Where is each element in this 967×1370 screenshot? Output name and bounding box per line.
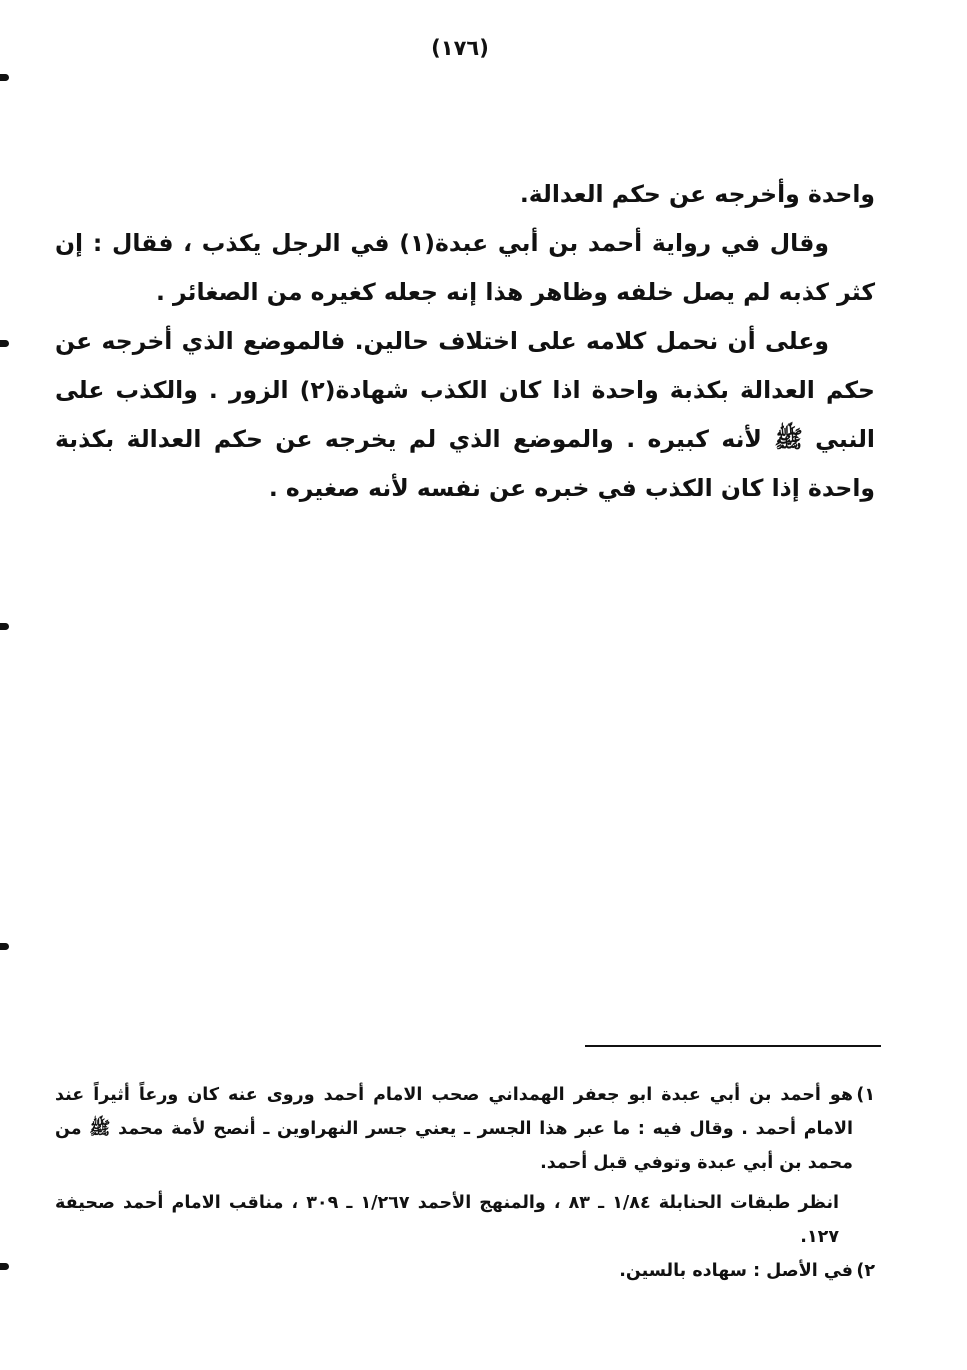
page-number: (١٧٦)	[431, 36, 489, 60]
footnote-1	[55, 1078, 875, 1254]
paragraph-3: وعلى أن نحمل كلامه على اختلاف حالين. فالموضع الذي أخرجه عن حكم العدالة بكذبة واحدة اذا كان الكذب شهادة(٢) الزور . والكذب على النبي ﷺ لأنه كبيره . والموضع الذي لم يخرجه عن حكم العدالة بكذبة واحدة إذا كان الكذب في خبره عن نفسه لأنه صغيره .	[55, 327, 875, 502]
footnotes	[55, 1078, 875, 1288]
footnote-2-text: في الأصل : سهاده بالسين.	[619, 1261, 853, 1281]
scan-edge-mark	[0, 623, 9, 630]
scan-edge-mark	[0, 1263, 9, 1270]
footnote-1-text: هو أحمد بن أبي عبدة ابو جعفر الهمداني صحب الامام أحمد وروى عنه كان ورعاً أثيراً عند الامام أحمد . وقال فيه : ما عبر هذا الجسر ـ يعني جسر النهراوين ـ أنصح لأمة محمد ﷺ من محمد بن أبي عبدة وتوفي قبل أحمد.	[55, 1085, 853, 1173]
scan-edge-mark	[0, 943, 9, 950]
scan-edge-mark	[0, 340, 9, 347]
main-text	[55, 170, 875, 513]
paragraph-1: واحدة وأخرجه عن حكم العدالة.	[519, 180, 875, 208]
paragraph-2: وقال في رواية أحمد بن أبي عبدة(١) في الرجل يكذب ، فقال : إن كثر كذبه لم يصل خلفه وظاهر هذا إنه جعله كغيره من الصغائر .	[55, 229, 875, 306]
footnote-separator	[585, 1045, 881, 1047]
footnote-1-reference: انظر طبقات الحنابلة ١/٨٤ ـ ٨٣ ، والمنهج الأحمد ١/٢٦٧ ـ ٣٠٩ ، مناقب الامام أحمد صحيفة ١٢٧.	[55, 1193, 840, 1247]
footnote-1-number: ١)	[856, 1085, 875, 1105]
footnote-2-number: ٢)	[856, 1261, 875, 1281]
footnote-2	[55, 1254, 875, 1288]
scan-edge-mark	[0, 74, 9, 81]
